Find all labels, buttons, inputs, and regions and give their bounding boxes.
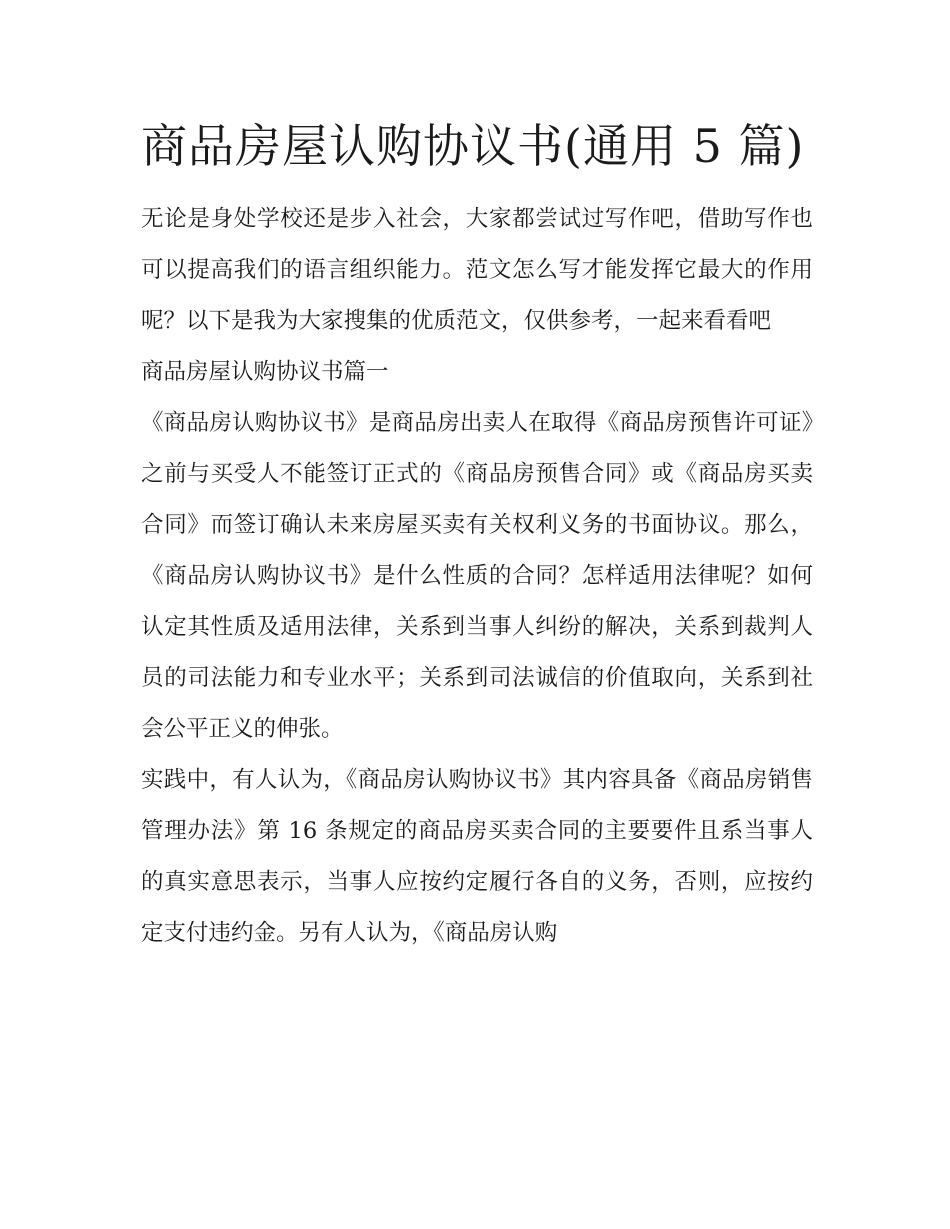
body-paragraph: 实践中，有人认为，《商品房认购协议书》其内容具备《商品房销售管理办法》第 16 条规定的商品房买卖合同的主要要件且系当事人的真实意思表示，当事人应按约定履行各自的义务，否则，应按约定支付违约金。另有人认为，《商品房认购 xyxy=(141,767,813,946)
document-content xyxy=(141,108,813,959)
intro-paragraph: 无论是身处学校还是步入社会，大家都尝试过写作吧，借助写作也可以提高我们的语言组织能力。范文怎么写才能发挥它最大的作用呢？以下是我为大家搜集的优质范文，仅供参考，一起来看看吧 xyxy=(141,206,813,334)
document-title: 商品房屋认购协议书(通用 5 篇) xyxy=(141,119,805,173)
body-paragraph: 《商品房认购协议书》是商品房出卖人在取得《商品房预售许可证》之前与买受人不能签订正式的《商品房预售合同》或《商品房买卖合同》而签订确认未来房屋买卖有关权利义务的书面协议。那么，《商品房认购协议书》是什么性质的合同？怎样适用法律呢？如何认定其性质及适用法律，关系到当事人纠纷的解决，关系到裁判人员的司法能力和专业水平；关系到司法诚信的价值取向，关系到社会公平正义的伸张。 xyxy=(141,410,813,742)
section-heading: 商品房屋认购协议书篇一 xyxy=(141,359,389,385)
